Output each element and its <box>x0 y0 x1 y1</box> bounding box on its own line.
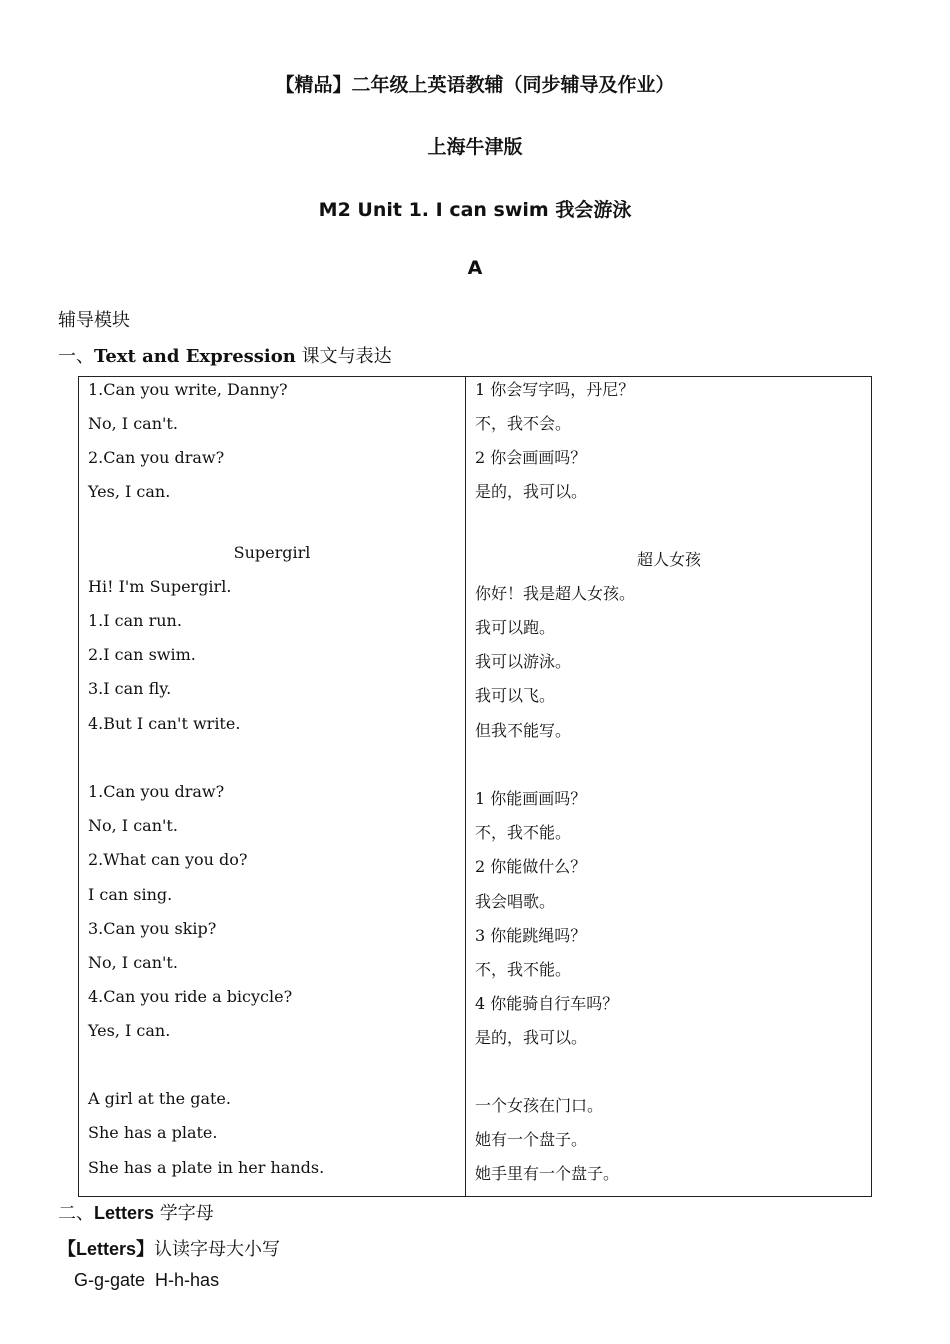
story-en-line: 4.But I can't write. <box>88 714 241 733</box>
unit-title: M2 Unit 1. I can swim 我会游泳 <box>318 199 632 221</box>
chant-zh-line: 她手里有一个盘子。 <box>475 1164 620 1183</box>
level-label: A <box>467 257 483 279</box>
section-prefix: 二、 <box>58 1203 94 1224</box>
chant-en-line: She has a plate. <box>88 1123 218 1142</box>
section-prefix: 一、 <box>58 346 94 367</box>
edition-label: 上海牛津版 <box>427 136 523 158</box>
story-en-line: Hi! I'm Supergirl. <box>88 577 232 596</box>
story-title-zh: 超人女孩 <box>636 550 701 569</box>
story-zh-line: 我可以游泳。 <box>475 652 572 671</box>
section-title-zh: 学字母 <box>154 1203 214 1224</box>
dialog1-en-line: 1.Can you write, Danny? <box>88 380 288 399</box>
story-en-line: 3.I can fly. <box>88 679 172 698</box>
story-en-line: 1.I can run. <box>88 611 182 630</box>
story-zh-line: 我可以飞。 <box>475 686 556 705</box>
letters-row <box>74 1270 219 1291</box>
dialog2-en-line: I can sing. <box>88 885 173 904</box>
story-title-en: Supergirl <box>233 543 311 562</box>
section-heading-letters <box>58 1199 214 1225</box>
section-heading-text-expression <box>58 342 392 368</box>
chant-zh-line: 她有一个盘子。 <box>475 1130 588 1149</box>
letters-instruction-text: 认读字母大小写 <box>154 1239 281 1260</box>
story-zh-line: 你好！我是超人女孩。 <box>475 584 636 603</box>
dialog2-zh-line: 2 你能做什么？ <box>475 857 587 876</box>
dialog1-zh-line: 1 你会写字吗，丹尼？ <box>475 380 635 399</box>
text-table <box>78 376 872 1197</box>
module-label: 辅导模块 <box>58 310 130 331</box>
dialog1-en-line: No, I can't. <box>88 414 178 433</box>
dialog1-zh-line: 不，我不会。 <box>475 414 572 433</box>
story-zh-line: 我可以跑。 <box>475 618 556 637</box>
dialog1-zh-line: 2 你会画画吗？ <box>475 448 587 467</box>
dialog2-en-line: No, I can't. <box>88 816 178 835</box>
dialog2-zh-line: 4 你能骑自行车吗？ <box>475 994 619 1013</box>
chant-en-line: She has a plate in her hands. <box>88 1158 325 1177</box>
story-zh-line: 但我不能写。 <box>475 721 572 740</box>
dialog2-zh-line: 我会唱歌。 <box>475 892 556 911</box>
dialog1-zh-line: 是的，我可以。 <box>475 482 588 501</box>
chant-en-line: A girl at the gate. <box>88 1089 231 1108</box>
story-en-line: 2.I can swim. <box>88 645 196 664</box>
dialog2-en-line: 3.Can you skip? <box>88 919 217 938</box>
letters-instruction <box>58 1235 280 1261</box>
section-title-zh: 课文与表达 <box>295 346 392 367</box>
dialog2-zh-line: 不，我不能。 <box>475 823 572 842</box>
section-title-en: Letters <box>94 1203 155 1223</box>
dialog2-zh-line: 1 你能画画吗？ <box>475 789 587 808</box>
column-divider <box>465 377 466 1196</box>
dialog2-en-line: 4.Can you ride a bicycle? <box>88 987 293 1006</box>
letter-item: H-h-has <box>155 1270 220 1290</box>
dialog1-en-line: Yes, I can. <box>88 482 171 501</box>
document-title: 【精品】二年级上英语教辅（同步辅导及作业） <box>275 74 675 96</box>
letter-item: G-g-gate <box>74 1270 146 1290</box>
dialog2-en-line: No, I can't. <box>88 953 178 972</box>
dialog2-en-line: Yes, I can. <box>88 1021 171 1040</box>
dialog2-en-line: 1.Can you draw? <box>88 782 225 801</box>
dialog2-zh-line: 不，我不能。 <box>475 960 572 979</box>
chant-zh-line: 一个女孩在门口。 <box>475 1096 604 1115</box>
dialog2-zh-line: 是的，我可以。 <box>475 1028 588 1047</box>
dialog2-zh-line: 3 你能跳绳吗？ <box>475 926 587 945</box>
dialog2-en-line: 2.What can you do? <box>88 850 248 869</box>
dialog1-en-line: 2.Can you draw? <box>88 448 225 467</box>
letters-tag: 【Letters】 <box>58 1239 155 1259</box>
section-title-en: Text and Expression <box>94 346 296 367</box>
